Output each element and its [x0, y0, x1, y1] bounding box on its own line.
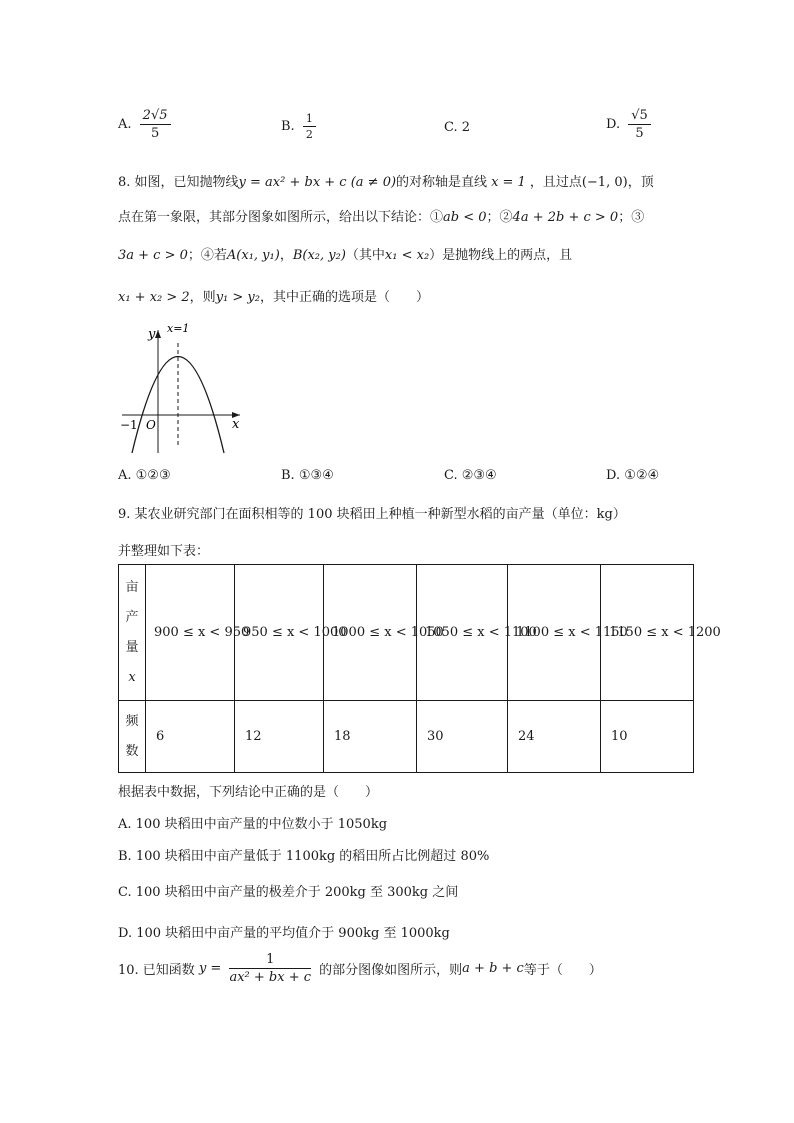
- table-cell: [417, 565, 537, 701]
- formula: a + b + c: [462, 961, 524, 976]
- formula: A(x₁, y₁): [226, 248, 280, 263]
- table-cell: [235, 565, 347, 701]
- text: ，其中正确的选项是（ ）: [259, 290, 429, 305]
- text: ）是抛物线上的两点，且: [429, 248, 573, 263]
- range-text: 950 ≤ x < 1000: [243, 625, 347, 640]
- y-axis-label: y: [148, 327, 156, 342]
- fraction-denominator: ax² + bx + c: [229, 970, 312, 985]
- q9-line-1: 9. 某农业研究部门在面积相等的 100 块稻田上种植一种新型水稻的亩产量（单位：kg）: [118, 507, 626, 522]
- q8-option-a: A. ①②③: [118, 468, 171, 483]
- text: 数: [125, 743, 139, 759]
- q8-line-1: [118, 171, 654, 190]
- text: 量: [125, 639, 139, 655]
- row-header-frequency: [119, 701, 146, 773]
- text: ；②: [486, 210, 513, 225]
- fraction-numerator: 1: [229, 952, 311, 969]
- q10-line: [118, 952, 602, 985]
- fraction: [303, 112, 316, 141]
- table-cell: [146, 565, 250, 701]
- frequency-table: [118, 564, 721, 773]
- q8-option-d: D. ①②④: [606, 468, 660, 483]
- formula: B(x₂, y₂): [292, 248, 346, 263]
- table-row: [119, 701, 694, 773]
- fraction-numerator: 1: [303, 112, 316, 127]
- q8-line-4: [118, 286, 429, 305]
- text: （其中: [345, 248, 385, 263]
- formula: (−1, 0): [581, 175, 628, 190]
- range-text: 1050 ≤ x < 1100: [425, 625, 537, 640]
- fraction-numerator: 2√5: [140, 108, 171, 125]
- table-cell: [508, 565, 628, 701]
- q8-line-2: [118, 206, 644, 225]
- text: 8. 如图，已知抛物线: [118, 175, 239, 190]
- q8-line-3: [118, 244, 572, 263]
- text: 的对称轴是直线: [396, 175, 488, 190]
- fraction: [628, 108, 651, 141]
- fraction-numerator: √5: [628, 108, 651, 125]
- parabola-curve: [132, 357, 224, 454]
- text: ，: [279, 248, 293, 263]
- y-axis-arrow: [155, 330, 161, 338]
- fraction-denominator: 5: [150, 126, 160, 141]
- q9-option-a: A. 100 块稻田中亩产量的中位数小于 1050kg: [118, 817, 388, 832]
- formula: 4a + 2b + c > 0: [512, 210, 619, 225]
- formula: x₁ < x₂: [384, 248, 430, 263]
- text: 点在第一象限，其部分图象如图所示，给出以下结论：①: [118, 210, 444, 225]
- table-cell: 12: [235, 701, 324, 773]
- table-cell: 30: [417, 701, 508, 773]
- option-label: A.: [118, 117, 132, 132]
- text: ，顶: [627, 175, 654, 190]
- q7-option-a: [118, 108, 175, 141]
- formula: y = ax² + bx + c (a ≠ 0): [238, 175, 397, 190]
- range-text: 1150 ≤ x < 1200: [609, 625, 721, 640]
- q9-option-c: C. 100 块稻田中亩产量的极差介于 200kg 至 300kg 之间: [118, 885, 459, 900]
- text: ，则: [189, 290, 216, 305]
- fraction-denominator: 5: [635, 126, 644, 141]
- table-cell: 10: [601, 701, 694, 773]
- x-axis-label: x: [232, 417, 240, 432]
- text: ；③: [618, 210, 645, 225]
- option-label: D.: [606, 117, 621, 132]
- text: ，且过点: [529, 175, 582, 190]
- range-text: 1100 ≤ x < 1150: [516, 625, 628, 640]
- symmetry-axis-label: x=1: [167, 322, 190, 335]
- text: x: [128, 669, 136, 685]
- q8-option-c: C. ②③④: [444, 468, 497, 483]
- origin-label: O: [146, 418, 156, 432]
- q7-option-b: [281, 112, 320, 141]
- range-text: 1000 ≤ x < 1050: [332, 625, 444, 640]
- formula: y₁ > y₂: [215, 290, 260, 305]
- table-cell: [324, 565, 444, 701]
- text: 10. 已知函数: [118, 963, 195, 978]
- table-cell: 6: [146, 701, 235, 773]
- text: 的部分图像如图所示，则: [319, 963, 463, 978]
- q7-option-d: [606, 108, 655, 141]
- parabola-figure: [112, 318, 252, 458]
- fraction: [140, 108, 171, 141]
- row-header-yield: [119, 565, 146, 701]
- option-label: B.: [281, 119, 295, 134]
- table-cell: [601, 565, 721, 701]
- q9-option-b: B. 100 块稻田中亩产量低于 1100kg 的稻田所占比例超过 80%: [118, 849, 490, 864]
- text: ；④若: [187, 248, 227, 263]
- formula: ab < 0: [443, 210, 487, 225]
- text: 产: [125, 609, 139, 625]
- formula: y =: [198, 961, 222, 976]
- text: 频: [125, 713, 139, 729]
- formula: x₁ + x₂ > 2: [118, 290, 190, 305]
- fraction-denominator: 2: [305, 128, 313, 141]
- fraction: [229, 952, 311, 985]
- text: 等于（ ）: [523, 963, 602, 978]
- formula: x = 1: [491, 175, 526, 190]
- q9-option-d: D. 100 块稻田中亩产量的平均值介于 900kg 至 1000kg: [118, 926, 450, 941]
- table-cell: 24: [508, 701, 601, 773]
- range-text: 900 ≤ x < 950: [154, 625, 250, 640]
- q8-option-b: B. ①③④: [281, 468, 334, 483]
- formula: 3a + c > 0: [118, 248, 188, 263]
- table-cell: 18: [324, 701, 417, 773]
- q7-option-c: C. 2: [444, 120, 471, 135]
- q9-question: 根据表中数据，下列结论中正确的是（ ）: [118, 785, 379, 800]
- neg-one-label: −1: [120, 418, 138, 432]
- q9-line-2: 并整理如下表：: [118, 544, 210, 559]
- table-row: [119, 565, 694, 701]
- text: 亩: [125, 579, 139, 595]
